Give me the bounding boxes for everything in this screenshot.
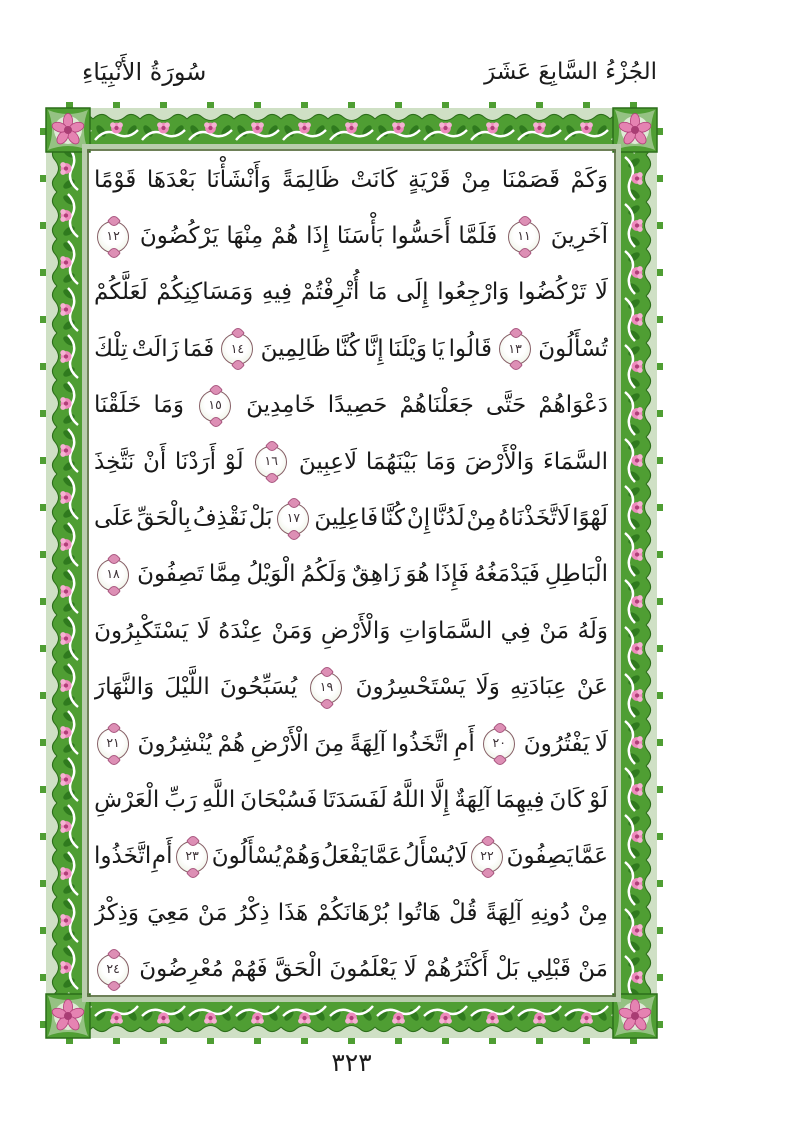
ayah-text-word: نَتَّخِذَ <box>94 448 135 475</box>
quran-line <box>94 321 608 377</box>
ayah-text-word: أَكْثَرُهُمْ <box>423 956 489 983</box>
ayah-text-word: اللَّيْلَ <box>164 674 210 701</box>
ayah-text-word: لَعَلَّكُمْ <box>94 279 148 306</box>
ayah-text-word: السَّمَاءَ <box>542 448 608 475</box>
ayah-text-word: حَتَّى <box>485 392 527 419</box>
ayah-text-word: اتَّخَذُوا <box>94 843 152 870</box>
ayah-text-word: تُسْأَلُونَ <box>538 335 608 362</box>
ayah-text-word: بَلْ <box>248 505 273 532</box>
ayah-text-word: إِنْ <box>406 505 431 532</box>
ayah-text-word: تِلْكَ <box>94 335 128 362</box>
ayah-text-word: بَأْسَنَا <box>336 223 384 250</box>
ayah-text-word: اتَّخَذُوا <box>391 730 449 757</box>
ayah-text-word: وَلَكُمُ <box>300 561 347 588</box>
ayah-text-word: يَعْلَمُونَ <box>329 956 397 983</box>
ayah-number: ١٦ <box>264 453 278 469</box>
ayah-text-word: يُسْأَلُ <box>403 843 454 870</box>
ayah-end-marker <box>255 446 287 478</box>
ayah-text-word: بَلْ <box>495 956 520 983</box>
ayah-text-word: جَعَلْنَاهُمْ <box>399 392 474 419</box>
ayah-text-word: زَالَتْ <box>131 335 179 362</box>
ayah-text-word: مِمَّا <box>208 561 242 588</box>
ayah-text-word: مِنْ <box>461 166 492 193</box>
ayah-text-word: الْوَيْلُ <box>246 561 296 588</box>
ayah-text-word: وَالْأَرْضِ <box>320 617 391 644</box>
ayah-number: ١٢ <box>106 227 120 243</box>
ayah-end-marker <box>471 841 503 873</box>
ayah-text-word: لَدُنَّا <box>432 505 465 532</box>
ayah-text-word: مُعْرِضُونَ <box>139 956 224 983</box>
ayah-text-word: تَرْكُضُوا <box>518 279 587 306</box>
quran-line <box>94 547 608 603</box>
ayah-text-word: عَمَّا <box>368 843 403 870</box>
ayah-text-word: أَنْ <box>142 448 167 475</box>
quran-line <box>94 265 608 321</box>
ayah-text-word: لَاعِبِينَ <box>298 448 358 475</box>
ayah-text-word: كَانَ <box>549 786 585 813</box>
ayah-text-word: دَعْوَاهُمْ <box>538 392 608 419</box>
ayah-text-word: مِنْ <box>578 899 608 926</box>
ayah-number: ٢٣ <box>185 848 199 864</box>
quran-line <box>94 208 608 264</box>
ayah-text-word: لَوْ <box>224 448 244 475</box>
ayah-text-word: يَفْعَلُ <box>321 843 368 870</box>
ayah-end-marker <box>508 221 540 253</box>
ayah-number: ١٥ <box>208 397 222 412</box>
quran-line <box>94 829 608 885</box>
ayah-end-marker <box>483 728 515 760</box>
ayah-text-word: وَهُمْ <box>282 843 321 870</box>
ayah-text-word: وَلَا <box>475 674 500 701</box>
ayah-text-word: هُمْ <box>270 223 299 250</box>
ayah-text-word: بِالْحَقِّ <box>136 505 191 532</box>
ayah-text-word: مَا <box>368 279 388 306</box>
quran-line <box>94 941 608 997</box>
ayah-text-word: كَانَتْ <box>350 166 398 193</box>
ayah-number: ١٨ <box>106 566 120 582</box>
ayah-text-word: بَيْنَهُمَا <box>365 448 418 475</box>
ayah-number: ١٩ <box>319 678 334 694</box>
ayah-text-word: هُوَ <box>405 561 430 588</box>
ayah-text-word: دُونِهِ <box>529 899 571 926</box>
juz-title: الجُزْءُ السَّابِعَ عَشَرَ <box>484 59 657 85</box>
ayah-end-marker <box>199 390 231 422</box>
ayah-text-word: الْعَرْشِ <box>94 786 160 813</box>
ayah-text-word: يُسْأَلُونَ <box>211 843 282 870</box>
ayah-text-word: إِلَى <box>396 279 429 306</box>
ayah-text-word: إِلَّا <box>429 786 450 813</box>
quran-text-area <box>94 152 608 998</box>
ayah-text-word: فِيهِمَا <box>495 786 545 813</box>
quran-line <box>94 378 608 434</box>
ayah-end-marker <box>221 333 253 365</box>
ayah-text-word: تَصِفُونَ <box>137 561 204 588</box>
page-number: ٣٢٣ <box>331 1048 372 1077</box>
ayah-text-word: وَمَا <box>153 392 184 419</box>
ayah-text-word: بُرْهَانَكُمْ <box>316 899 390 926</box>
ayah-number: ٢١ <box>106 735 120 751</box>
ayah-text-word: هَذَا <box>277 899 309 926</box>
ayah-text-word: آلِهَةً <box>349 730 386 757</box>
ayah-text-word: قَبْلِي <box>526 956 572 983</box>
ayah-text-word: لَا <box>594 730 608 757</box>
ayah-number: ١٤ <box>230 340 245 356</box>
ayah-text-word: لَا <box>196 617 210 644</box>
ayah-text-word: فَلَمَّا <box>458 223 498 250</box>
ayah-text-word: وَمَا <box>425 448 457 475</box>
ayah-text-word: فِي <box>500 617 531 644</box>
ayah-end-marker <box>97 559 129 591</box>
ayah-text-word: أَمِ <box>454 730 475 757</box>
ayah-text-word: وَلَهُ <box>577 617 608 644</box>
ayah-end-marker <box>97 221 129 253</box>
ayah-text-word: وَأَنْشَأْنَا <box>206 166 272 193</box>
ayah-text-word: يَسْتَحْسِرُونَ <box>355 674 466 701</box>
quran-line <box>94 885 608 941</box>
ayah-text-word: ظَالِمِينَ <box>260 335 331 362</box>
page-header <box>46 48 657 96</box>
ayah-text-word: قَصَمْنَا <box>501 166 560 193</box>
ayah-text-word: فَسُبْحَانَ <box>240 786 318 813</box>
ayah-text-word: وَارْجِعُوا <box>437 279 510 306</box>
ayah-text-word: الْبَاطِلِ <box>544 561 608 588</box>
ayah-text-word: حَصِيدًا <box>327 392 388 419</box>
ayah-text-word: السَّمَاوَاتِ <box>398 617 493 644</box>
ayah-text-word: آلِهَةً <box>485 899 522 926</box>
ayah-text-word: يَرْكُضُونَ <box>139 223 219 250</box>
ayah-text-word: فَاعِلِينَ <box>314 505 379 532</box>
ayah-text-word: وَالْأَرْضَ <box>464 448 535 475</box>
ayah-text-word: مِنْهَا <box>226 223 264 250</box>
ayah-text-word: نَقْذِفُ <box>192 505 247 532</box>
ayah-text-word: كُنَّا <box>380 505 405 532</box>
ayah-text-word: ذِكْرُ <box>235 899 270 926</box>
ayah-text-word: زَاهِقٌ <box>351 561 401 588</box>
ayah-text-word: يَصِفُونَ <box>506 843 574 870</box>
ayah-text-word: إِنَّا <box>363 335 384 362</box>
ayah-text-word: رَبِّ <box>164 786 197 813</box>
ayah-text-word: بَعْدَهَا <box>146 166 196 193</box>
ayah-text-word: اللَّهِ <box>201 786 236 813</box>
ayah-text-word: وَكَمْ <box>570 166 608 193</box>
ayah-number: ٢٤ <box>106 960 120 976</box>
ayah-text-word: قَرْيَةٍ <box>408 166 451 193</box>
ayah-text-word: فَإِذَا <box>434 561 470 588</box>
ayah-text-word: عِنْدَهُ <box>218 617 264 644</box>
ayah-text-word: فَيَدْمَغُهُ <box>474 561 540 588</box>
quran-line <box>94 716 608 772</box>
ayah-number: ١١ <box>517 227 531 243</box>
ayah-text-word: لَا <box>594 279 608 306</box>
ayah-text-word: لَوْ <box>589 786 608 813</box>
ayah-text-word: ظَالِمَةً <box>281 166 340 193</box>
ayah-end-marker <box>97 954 129 986</box>
ayah-text-word: لَفَسَدَتَا <box>322 786 387 813</box>
ayah-end-marker <box>97 728 129 760</box>
ayah-text-word: لَهْوًا <box>572 505 608 532</box>
ayah-text-word: مَعِيَ <box>147 899 190 926</box>
ayah-text-word: عَنْ <box>576 674 608 701</box>
ayah-text-word: اللَّهُ <box>391 786 426 813</box>
ayah-text-word: الْحَقَّ <box>274 956 323 983</box>
ayah-text-word: مِنْ <box>466 505 497 532</box>
ayah-end-marker <box>277 503 309 535</box>
ayah-text-word: إِذَا <box>306 223 330 250</box>
ayah-text-word: قَالُوا <box>448 335 492 362</box>
ayah-text-word: وَيْلَنَا <box>387 335 427 362</box>
ayah-text-word: يَسْتَكْبِرُونَ <box>94 617 189 644</box>
ayah-text-word: مَنْ <box>197 899 228 926</box>
quran-line <box>94 152 608 208</box>
ayah-text-word: وَالنَّهَارَ <box>94 674 155 701</box>
ayah-text-word: آخَرِينَ <box>550 223 608 250</box>
ayah-text-word: هُمْ <box>217 730 245 757</box>
ayah-text-word: عِبَادَتِهِ <box>509 674 567 701</box>
ayah-text-word: أُتْرِفْتُمْ <box>300 279 360 306</box>
ayah-text-word: أَرَدْنَا <box>174 448 217 475</box>
ayah-text-word: مَنْ <box>578 956 608 983</box>
ayah-text-word: خَامِدِينَ <box>246 392 316 419</box>
ayah-number: ٢٠ <box>492 735 506 751</box>
ayah-text-word: فِيهِ <box>261 279 293 306</box>
ayah-text-word: يُنْشِرُونَ <box>137 730 213 757</box>
ayah-text-word: يَفْتُرُونَ <box>523 730 590 757</box>
ayah-text-word: خَلَقْنَا <box>94 392 142 419</box>
quran-line <box>94 434 608 490</box>
quran-line <box>94 490 608 546</box>
ayah-text-word: عَلَى <box>94 505 135 532</box>
ayah-text-word: أَحَسُّوا <box>391 223 451 250</box>
quran-line <box>94 772 608 828</box>
ayah-text-word: كُنَّا <box>334 335 360 362</box>
ayah-text-word: وَمَسَاكِنِكُمْ <box>156 279 254 306</box>
ayah-number: ١٣ <box>508 340 522 356</box>
ayah-text-word: عَمَّا <box>573 843 608 870</box>
ayah-text-word: مَنْ <box>539 617 570 644</box>
ayah-text-word: آلِهَةٌ <box>454 786 491 813</box>
ayah-end-marker <box>176 841 208 873</box>
ayah-text-word: وَمَنْ <box>271 617 313 644</box>
ayah-text-word: فَهُمْ <box>230 956 268 983</box>
ayah-number: ٢٢ <box>480 848 494 864</box>
ayah-text-word: قَوْمًا <box>94 166 137 193</box>
ayah-text-word: لَا <box>454 843 468 870</box>
ayah-text-word: لَا <box>403 956 417 983</box>
ayah-text-word: فَمَا <box>182 335 215 362</box>
ayah-text-word: هَاتُوا <box>397 899 441 926</box>
ayah-text-word: يَا <box>431 335 445 362</box>
quran-line <box>94 660 608 716</box>
ayah-number: ١٧ <box>286 509 301 525</box>
ayah-text-word: مِنَ <box>314 730 345 757</box>
ayah-text-word: يُسَبِّحُونَ <box>219 674 298 701</box>
ayah-text-word: أَمِ <box>151 843 173 870</box>
surah-title: سُورَةُ الأَنْبِيَاءِ <box>82 58 207 86</box>
ayah-text-word: لَاتَّخَذْنَاهُ <box>498 505 571 532</box>
ayah-end-marker <box>499 333 531 365</box>
ayah-text-word: وَذِكْرُ <box>94 899 140 926</box>
ayah-end-marker <box>310 672 342 704</box>
ayah-text-word: الْأَرْضِ <box>250 730 309 757</box>
quran-line <box>94 603 608 659</box>
ayah-text-word: قُلْ <box>449 899 478 926</box>
